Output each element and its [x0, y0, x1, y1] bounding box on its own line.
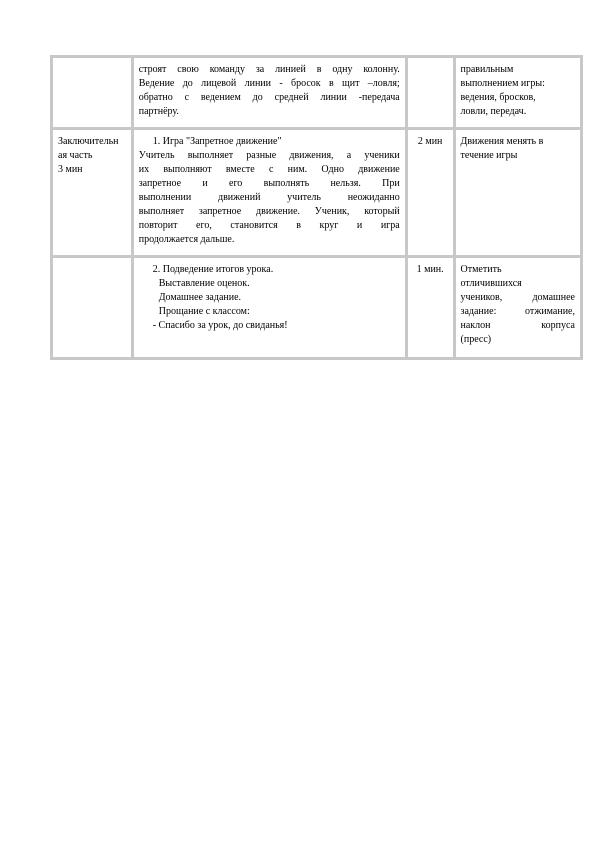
table-row — [52, 57, 582, 129]
content-cell — [132, 257, 406, 359]
content-title: 2. Подведение итогов урока. — [152, 264, 274, 275]
time-cell — [406, 57, 454, 129]
content-line: Прощание с классом: — [158, 306, 250, 317]
time-cell: 2 мин — [406, 129, 454, 257]
content-line: их выполняют вместе с ним. Одно движение — [138, 164, 400, 175]
notes-line: Отметить — [460, 264, 502, 275]
notes-cell — [454, 129, 581, 257]
notes-cell — [454, 57, 581, 129]
content-line: продолжается дальше. — [138, 234, 235, 245]
time-cell: 1 мин. — [406, 257, 454, 359]
content-line: повторит его, становится в круг и игра — [138, 220, 400, 231]
notes-line: течение игры — [460, 150, 518, 161]
content-cell — [132, 129, 406, 257]
notes-line: ведения, бросков, — [460, 92, 536, 103]
content-line: обратно с ведением до средней линии -передача — [138, 92, 400, 103]
notes-line: задание: отжимание, — [460, 306, 575, 317]
lesson-plan-table — [50, 55, 583, 360]
content-line: строят свою команду за линией в одну колонну. — [138, 64, 400, 75]
content-line: выполняет запретное движение. Ученик, который — [138, 206, 400, 217]
content-line: запретное и его выполнять нельзя. При — [138, 178, 400, 189]
notes-line: ловли, передач. — [460, 106, 527, 117]
notes-line: учеников, домашнее — [460, 292, 575, 303]
table-row — [52, 257, 582, 359]
notes-line: наклон корпуса — [460, 320, 575, 331]
stage-cell — [52, 129, 133, 257]
content-title: 1. Игра "Запретное движение" — [152, 136, 282, 147]
content-line: Выставление оценок. — [158, 278, 250, 289]
content-line: Ведение до лицевой линии - бросок в щит –ловля; — [138, 78, 400, 89]
notes-line: (пресс) — [460, 334, 492, 345]
content-line: партнёру. — [138, 106, 179, 117]
table-row — [52, 129, 582, 257]
stage-cell — [52, 257, 133, 359]
stage-line: Заключительн — [58, 136, 119, 147]
content-cell — [132, 57, 406, 129]
notes-cell — [454, 257, 581, 359]
notes-line: отличившихся — [460, 278, 522, 289]
notes-line: Движения менять в — [460, 136, 544, 147]
notes-line: выполнением игры: — [460, 78, 545, 89]
content-line: Домашнее задание. — [158, 292, 242, 303]
notes-line: правильным — [460, 64, 514, 75]
stage-cell — [52, 57, 133, 129]
content-line: - Спасибо за урок, до свиданья! — [152, 320, 288, 331]
content-line: Учитель выполняет разные движения, а ученики — [138, 150, 400, 161]
content-line: выполнении движений учитель неожиданно — [138, 192, 400, 203]
stage-line: ая часть — [58, 150, 93, 161]
stage-line: 3 мин — [58, 164, 83, 175]
